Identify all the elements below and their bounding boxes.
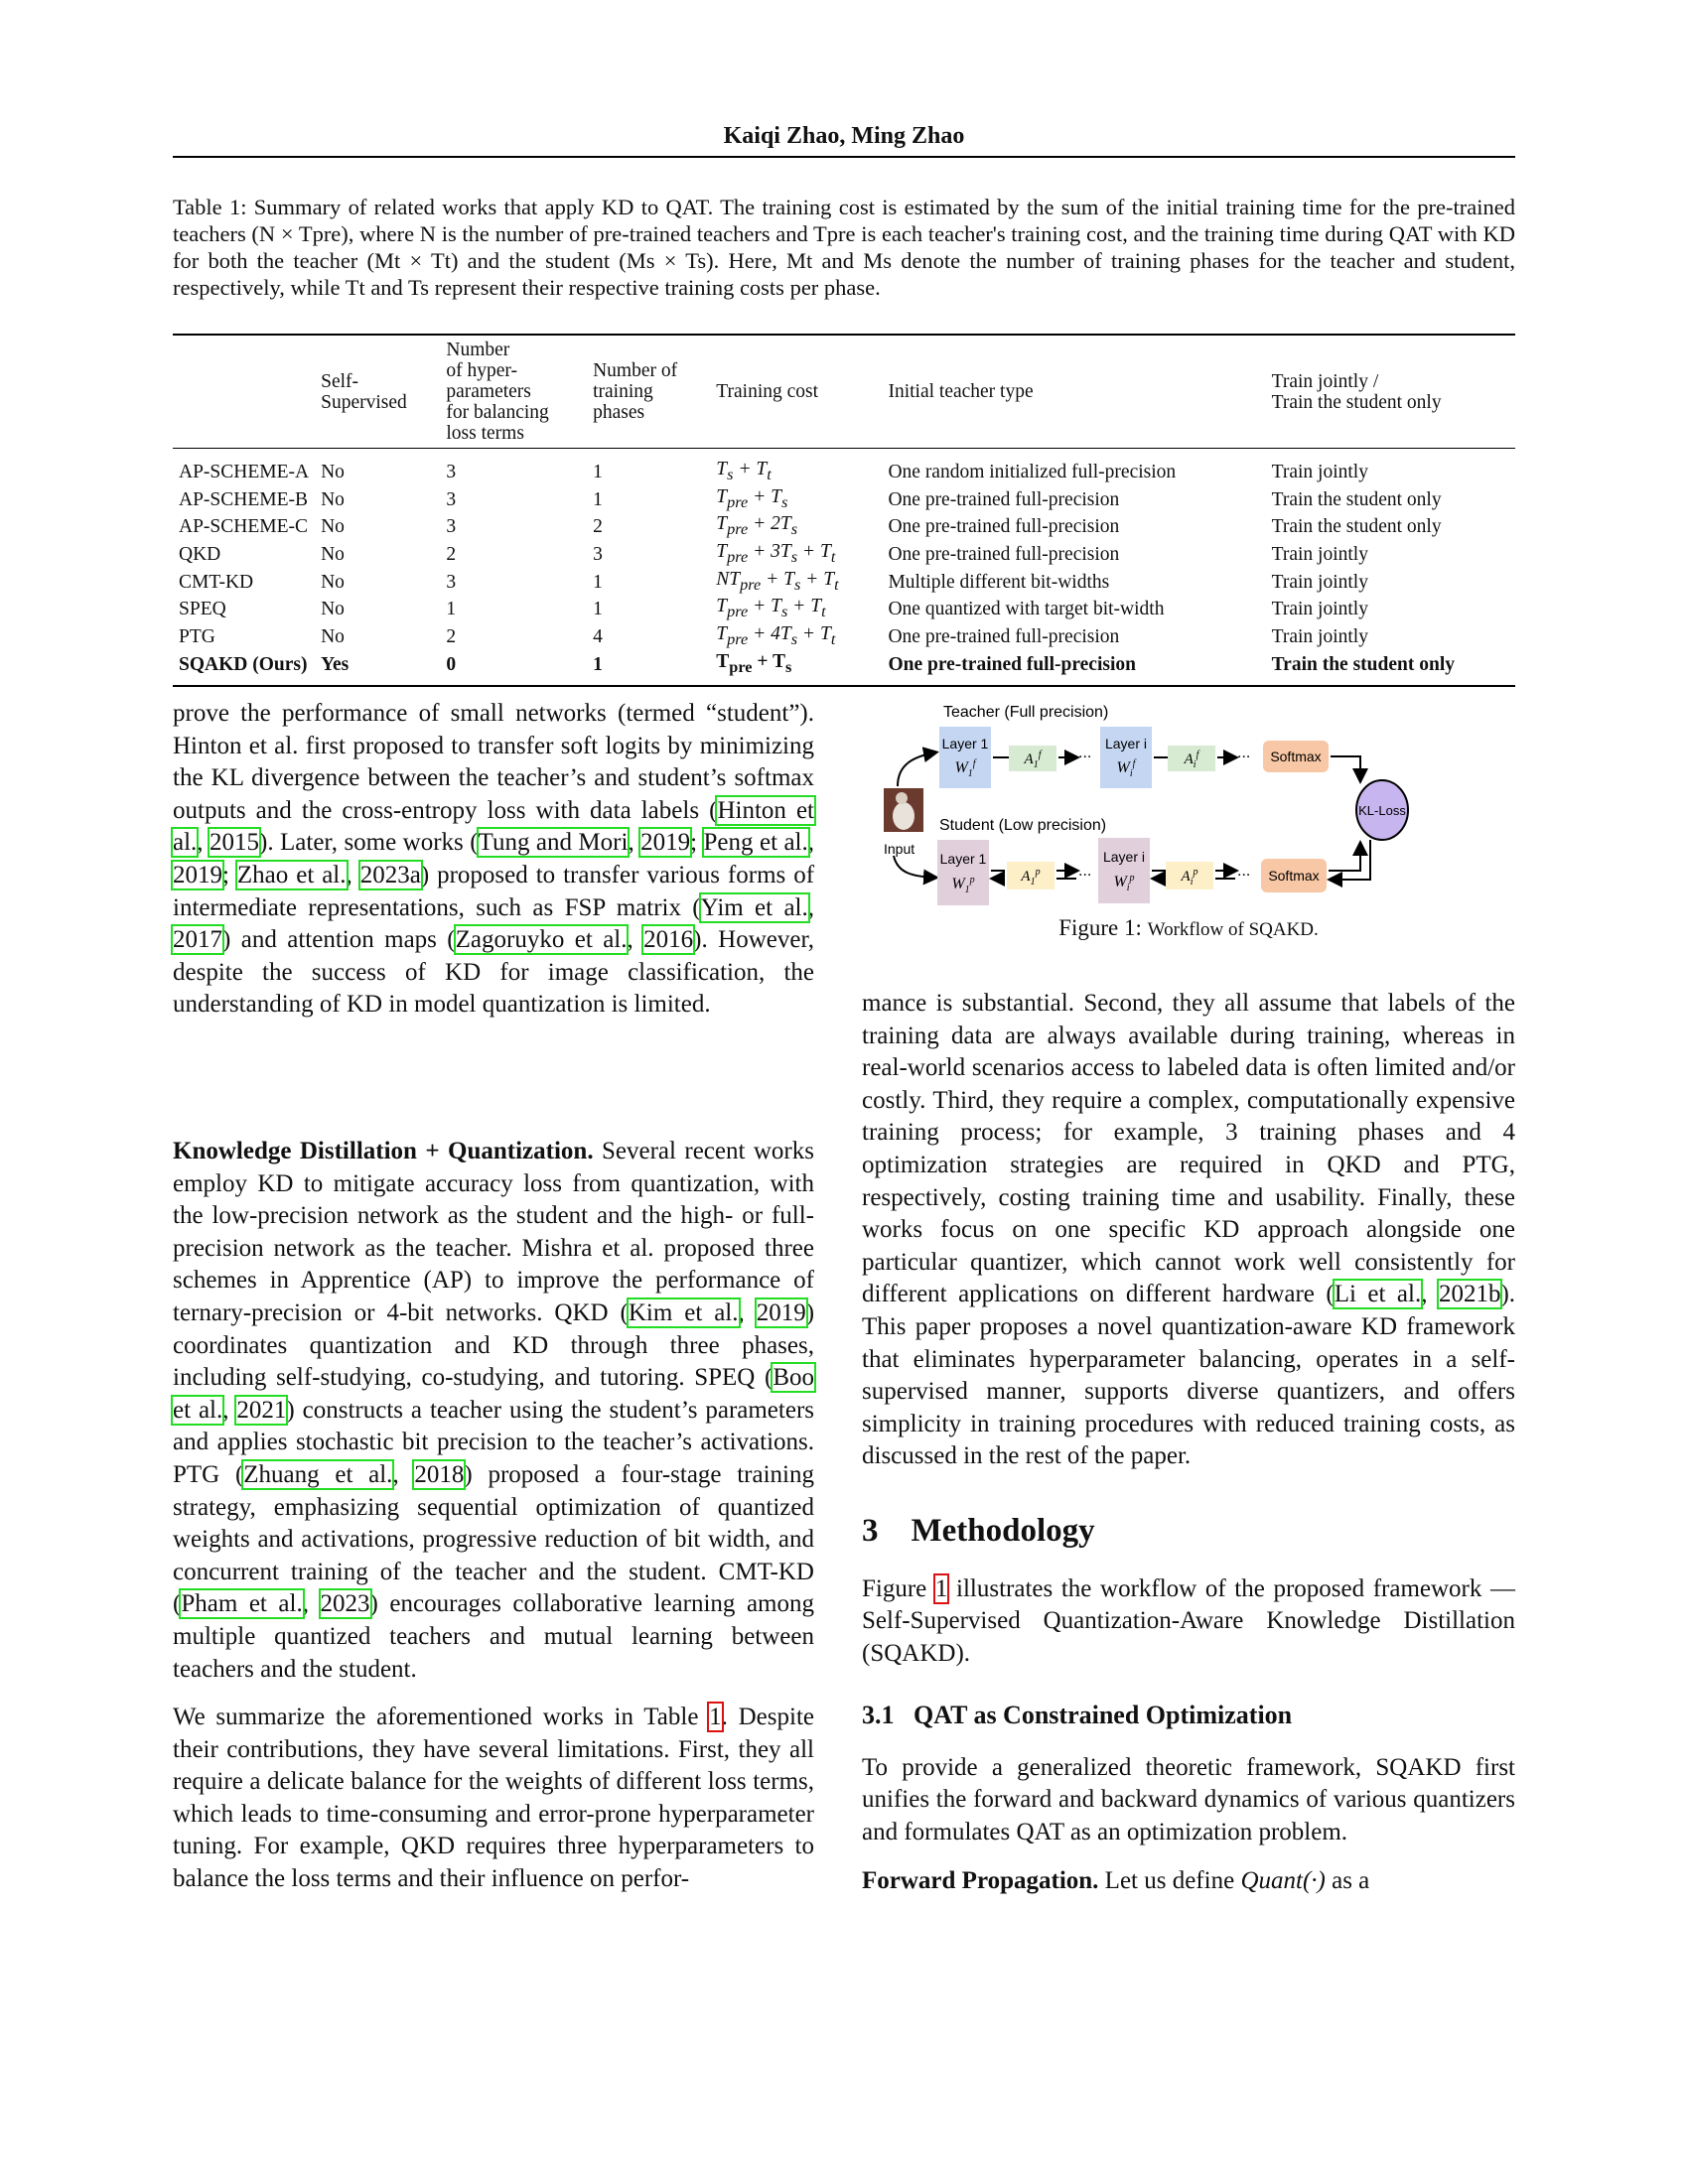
cell-teacher: One pre-trained full-precision [888,488,1120,510]
citation-link[interactable]: 2015 [210,829,259,857]
table-row [173,569,1515,597]
cell-train: Train the student only [1271,516,1442,538]
citation-link[interactable]: Zhao et al. [236,861,347,888]
cell-cost: $T_{pre} + 3T_s + T_t$ [716,541,836,566]
cell-teacher: One pre-trained full-precision [888,544,1120,565]
citation-link[interactable]: Hinton et al. [173,796,814,857]
svg-text:Wif: $W_i^f$ [1116,758,1136,779]
citation-link[interactable]: Peng et al. [703,829,808,857]
cell-cost: $T_{pre} + T_s + T_t$ [716,596,826,621]
citation-link[interactable]: Yim et al. [700,893,808,921]
svg-text:Layer 1: Layer 1 [939,851,987,867]
paragraph-kd-quantization: Knowledge Distillation + Quantization. Several recent works employ KD to mitigate accuracy loss from quantization, with the low-precision network as the student and the high- or full-precision network as the teacher. Mishra et al. proposed three schemes in Apprentice (AP) to improve the performance of ternary-precision or 4-bit networks. QKD (Kim et al., 2019) coordinates quantization and KD through three phases, including self-studying, co-studying, and tutoring. SPEQ (Boo et al., 2021) constructs a teacher using the student’s parameters and applies stochastic bit precision to the teacher’s activations. PTG (Zhuang et al., 2018) proposed a four-stage training strategy, emphasizing sequential optimization of quantized weights and activations, progressive reduction of bit width, and concurrent training of the teacher and the student. CMT-KD (Pham et al., 2023) encourages collaborative learning among multiple quantized teachers and mutual learning between teachers and the student. [173,1138,815,1683]
cell-method: SPEQ [179,599,226,620]
svg-text:A1f: $A_1^f$ [1024,750,1042,770]
cell-phases: 4 [593,626,603,648]
cell-phases: 1 [593,599,603,620]
svg-text:Wip: $W_i^p$ [1113,873,1135,893]
cell-cost: $T_{pre} + 4T_s + T_t$ [716,623,836,649]
svg-text:Student (Low precision): Student (Low precision) [939,817,1107,834]
cell-train: Train jointly [1271,599,1368,620]
cell-hyperparams: 3 [446,571,457,593]
cell-train: Train the student only [1271,653,1455,675]
cell-phases: 1 [593,488,603,510]
column-header: Self- Supervised [321,370,407,413]
table-row [173,513,1515,541]
cell-train: Train jointly [1271,626,1368,648]
citation-link[interactable]: 2021 [236,1396,287,1424]
cell-cost: $NT_{pre} + T_s + T_t$ [716,568,839,594]
svg-text:Layer i: Layer i [1104,736,1148,751]
cell-method: CMT-KD [179,571,254,593]
svg-text:W1f: $W_1^f$ [954,758,976,779]
citation-link[interactable]: 2023 [320,1590,370,1618]
svg-text:Aif: $A_i^f$ [1184,750,1199,770]
cell-self-supervised: No [321,488,345,510]
cell-hyperparams: 3 [446,516,457,538]
table-row [173,541,1515,569]
citation-link[interactable]: Li et al. [1334,1281,1422,1308]
cell-teacher: Multiple different bit-widths [888,571,1110,593]
cell-method: PTG [179,626,215,648]
cell-hyperparams: 3 [446,488,457,510]
svg-text:Layer i: Layer i [1102,849,1146,865]
section-heading: 3 Methodology [862,1512,1095,1549]
citation-link[interactable]: Boo et al. [173,1364,814,1424]
column-header: Training cost [716,381,819,402]
svg-text:Softmax: Softmax [1268,868,1320,884]
cell-phases: 2 [593,516,603,538]
cell-self-supervised: No [321,461,345,482]
citation-link[interactable]: Zagoruyko et al. [455,926,628,954]
svg-text:···: ··· [1078,868,1092,884]
running-header: Kaiqi Zhao, Ming Zhao [723,123,965,149]
citation-link[interactable]: 2019 [756,1298,806,1326]
cell-hyperparams: 1 [446,599,457,620]
svg-text:Aip: $A_i^p$ [1181,867,1198,887]
cell-self-supervised: Yes [321,653,350,675]
figure-caption-label: Figure 1: [1058,915,1142,940]
citation-link[interactable]: 2017 [173,926,222,954]
table-row [173,651,1515,686]
citation-link[interactable]: 2018 [414,1460,465,1488]
cell-method: AP-SCHEME-C [179,516,309,538]
cell-train: Train jointly [1271,544,1368,565]
workflow-diagram [864,695,1519,913]
cell-method: AP-SCHEME-B [179,488,309,510]
svg-text:Input: Input [884,841,915,857]
left-column-kdq [173,1136,814,1896]
subsection-heading: 3.1 QAT as Constrained Optimization [862,1701,1293,1730]
svg-text:Layer 1: Layer 1 [941,736,989,751]
citation-link[interactable]: Pham et al. [181,1590,303,1618]
cell-self-supervised: No [321,599,345,620]
column-header [173,335,315,449]
citation-link[interactable]: Tung and Mori [478,829,629,857]
table-reference-link[interactable]: 1 [709,1704,722,1731]
paragraph-heading: Knowledge Distillation + Quantization. [173,1138,594,1164]
cell-train: Train jointly [1271,461,1368,482]
cell-cost: $T_{pre} + T_s$ [716,650,792,676]
svg-text:···: ··· [1078,750,1092,765]
cell-method: SQAKD (Ours) [179,653,308,675]
cell-cost: $T_{pre} + 2T_s$ [716,513,798,539]
paragraph-summary: We summarize the aforementioned works in Table 1. Despite their contributions, they have several limitations. First, they all require a delicate balance for the weights of different loss terms, which leads to time-consuming and error-prone hyperparameter tuning. For example, QKD requires three hyperparameters to balance the loss terms and their influence on perfor- [173,1704,814,1893]
cell-self-supervised: No [321,626,345,648]
svg-text:Softmax: Softmax [1270,749,1322,764]
citation-link[interactable]: 2021b [1438,1281,1501,1308]
input-image [884,788,923,832]
paragraph-limitations: mance is substantial. Second, they all assume that labels of the training data are always available during training, whereas in real-world scenarios access to labeled data is often limited and/or costly. Third, they require a complex, computationally expensive training process; for example, 3 training phases and 4 optimization strategies are required in QKD and PTG, respectively, costing training time and usability. Finally, these works focus on one specific KD approach alongside one particular quantizer, which cannot work well consistently for different applications on different hardware (Li et al., 2021b). This paper proposes a novel quantization-aware KD framework that eliminates hyperparameter balancing, operates in a self-supervised manner, supports diverse quantizers, and offers simplicity in training procedures with reduced training costs, as discussed in the rest of the paper. [862,990,1516,1470]
header-rule [173,156,1515,158]
table-header-row [173,335,1515,449]
cell-teacher: One quantized with target bit-width [888,599,1165,620]
paragraph-kd-background: prove the performance of small networks (termed “student”). Hinton et al. first proposed to transfer soft logits by minimizing the KL divergence between the teacher’s and student’s softmax outputs and the cross-entropy loss with data labels (Hinton et al., 2015). Later, some works (Tung and Mori, 2019; Peng et al., 2019; Zhao et al., 2023a) proposed to transfer various forms of intermediate representations, such as FSP matrix (Yim et al., 2017) and attention maps (Zagoruyko et al., 2016). However, despite the success of KD for image classification, the understanding of KD in model quantization is limited. [173,700,815,1019]
citation-link[interactable]: Zhuang et al. [243,1460,393,1488]
column-header: Initial teacher type [888,381,1034,402]
cell-self-supervised: No [321,516,345,538]
citation-link[interactable]: 2016 [643,926,694,954]
cell-hyperparams: 0 [446,653,457,675]
cell-self-supervised: No [321,571,345,593]
cell-cost: $T_s + T_t$ [716,459,772,483]
table-caption [173,194,1515,301]
paragraph-framework: To provide a generalized theoretic framework, SQAKD first unifies the forward and backward dynamics of various quantizers and formulates QAT as an optimization problem. [862,1753,1515,1846]
figure-caption [862,915,1515,941]
svg-text:Teacher (Full precision): Teacher (Full precision) [943,704,1109,721]
cell-cost: $T_{pre} + T_s$ [716,485,788,511]
svg-text:A1p: $A_1^p$ [1021,867,1041,887]
cell-phases: 1 [593,653,603,675]
column-header: Number of training phases [593,360,678,423]
cell-phases: 1 [593,571,603,593]
cell-teacher: One pre-trained full-precision [888,626,1120,648]
cell-method: QKD [179,544,221,565]
column-header: Train jointly / Train the student only [1271,370,1442,413]
cell-train: Train the student only [1271,488,1442,510]
cell-self-supervised: No [321,544,345,565]
left-column [173,698,814,1022]
right-column [862,988,1515,1897]
citation-link[interactable]: Kim et al. [628,1298,739,1326]
cell-hyperparams: 2 [446,544,457,565]
cell-teacher: One pre-trained full-precision [888,516,1120,538]
cell-method: AP-SCHEME-A [179,461,310,482]
cell-train: Train jointly [1271,571,1368,593]
cell-teacher: One random initialized full-precision [888,461,1177,482]
figure-reference-link[interactable]: 1 [934,1574,948,1602]
column-header: Number of hyper- parameters for balancing loss terms [446,340,549,444]
citation-link[interactable]: 2023a [359,861,421,888]
table-row [173,449,1515,486]
svg-text:···: ··· [1237,868,1251,884]
table-caption-label: Table 1: [173,195,247,219]
figure-caption-text: Workflow of SQAKD. [1147,919,1319,940]
cell-teacher: One pre-trained full-precision [888,653,1136,675]
paragraph-figure-intro: Figure 1 illustrates the workflow of the proposed framework — Self-Supervised Quantization-Aware Knowledge Distillation (SQAKD). [862,1574,1516,1667]
cell-phases: 1 [593,461,603,482]
table-body [173,449,1515,686]
table-row [173,486,1515,514]
citation-link[interactable]: 2019 [173,861,222,888]
cell-hyperparams: 3 [446,461,457,482]
svg-text:···: ··· [1237,750,1251,765]
paragraph-forward-propagation: Forward Propagation. Let us define Quant(·) as a [862,1866,1370,1894]
table-row [173,623,1515,651]
svg-text:W1p: $W_1^p$ [951,875,975,895]
cell-hyperparams: 2 [446,626,457,648]
citation-link[interactable]: 2019 [640,829,691,857]
cell-phases: 3 [593,544,603,565]
figure-workflow [864,695,1519,913]
paragraph-heading: Forward Propagation. [862,1866,1099,1894]
related-works-table [173,334,1515,687]
table-caption-text: Summary of related works that apply KD to QAT. The training cost is estimated by the sum of the initial training time for the pre-trained teachers (N × Tpre), where N is the number of pre-trained teachers and Tpre is each teacher's training cost, and the training time during QAT with KD for both the teacher (Mt × Tt) and the student (Ms × Ts). Here, Mt and Ms denote the number of training phases for the teacher and student, respectively, while Tt and Ts represent their respective training costs per phase. [173,195,1515,300]
table-row [173,596,1515,623]
svg-text:KL-Loss: KL-Loss [1358,803,1406,818]
